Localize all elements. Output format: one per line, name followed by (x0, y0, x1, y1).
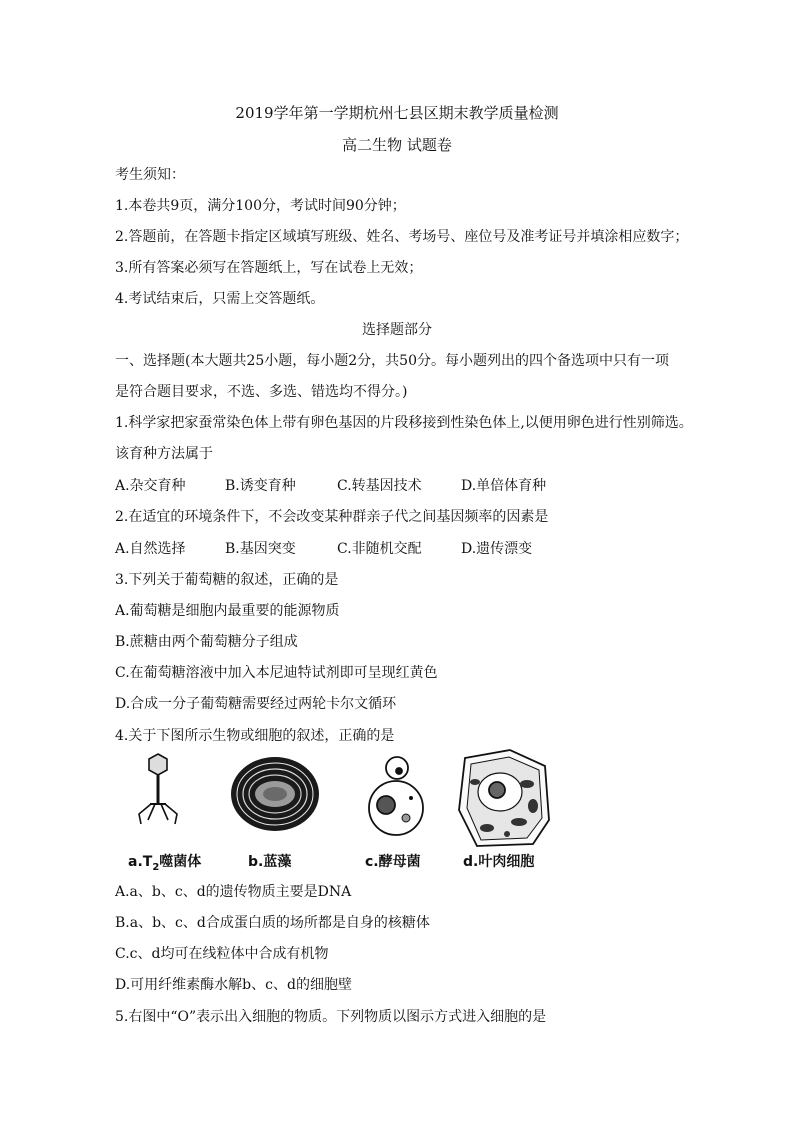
figure-caption-a: $a.T_2$噬菌体 (128, 854, 202, 873)
question-4-stem: 4.关于下图所示生物或细胞的叙述，正确的是 (115, 728, 395, 744)
notice-item: 2.答题前，在答题卡指定区域填写班级、姓名、考场号、座位号及准考证号并填涂相应数字； (115, 229, 689, 245)
section-instructions: 一、选择题(本大题共25小题，每小题2分，共50分。每小题列出的四个备选项中只有一项 (115, 353, 669, 369)
figure-caption-c: c.酵母菌 (365, 854, 421, 870)
question-4-option-c: C.c、d均可在线粒体中合成有机物 (115, 946, 329, 962)
question-2-option-d: D.遗传漂变 (461, 541, 533, 557)
question-1-stem: 1.科学家把家蚕常染色体上带有卵色基因的片段移接到性染色体上,以便用卵色进行性别筛选。 (115, 415, 693, 431)
section-instructions: 是符合题目要求，不选、多选、错选均不得分。) (115, 384, 408, 400)
question-4-option-b: B.a、b、c、d合成蛋白质的场所都是自身的核糖体 (115, 915, 430, 931)
notice-item: 1.本卷共9页，满分100分，考试时间90分钟； (115, 198, 406, 214)
question-1-option-c: C.转基因技术 (337, 478, 422, 494)
question-3-option-a: A.葡萄糖是细胞内最重要的能源物质 (115, 603, 340, 619)
question-1-option-d: D.单倍体育种 (461, 478, 547, 494)
cyanobacteria-illustration (231, 757, 319, 831)
notice-heading: 考生须知： (115, 167, 185, 183)
section-title: 选择题部分 (362, 322, 432, 338)
notice-item: 3.所有答案必须写在答题纸上，写在试卷上无效； (115, 260, 423, 276)
question-3-stem: 3.下列关于葡萄糖的叙述，正确的是 (115, 572, 339, 588)
exam-title: 2019学年第一学期杭州七县区期末教学质量检测 (235, 104, 559, 122)
question-1-stem: 该育种方法属于 (115, 446, 213, 462)
question-4-figure (115, 748, 555, 876)
question-3-option-b: B.蔗糖由两个葡萄糖分子组成 (115, 634, 298, 650)
figure-caption-b: b.蓝藻 (248, 854, 292, 870)
question-2-stem: 2.在适宜的环境条件下，不会改变某种群亲子代之间基因频率的因素是 (115, 509, 549, 525)
question-2-option-a: A.自然选择 (115, 541, 186, 557)
organism-illustrations (115, 748, 555, 848)
figure-caption-d: d.叶肉细胞 (463, 854, 535, 870)
mesophyll-cell-illustration (459, 750, 549, 846)
question-2-option-c: C.非随机交配 (337, 541, 422, 557)
question-3-option-c: C.在葡萄糖溶液中加入本尼迪特试剂即可呈现红黄色 (115, 665, 438, 681)
question-1-option-b: B.诱变育种 (225, 478, 296, 494)
question-1-option-a: A.杂交育种 (115, 478, 186, 494)
notice-item: 4.考试结束后，只需上交答题纸。 (115, 291, 325, 307)
t2-phage-illustration (139, 754, 177, 824)
question-4-option-a: A.a、b、c、d的遗传物质主要是DNA (115, 884, 352, 900)
exam-subtitle: 高二生物 试题卷 (342, 136, 452, 154)
question-2-option-b: B.基因突变 (225, 541, 296, 557)
question-5-stem: 5.右图中“O”表示出入细胞的物质。下列物质以图示方式进入细胞的是 (115, 1009, 547, 1025)
question-4-option-d: D.可用纤维素酶水解b、c、d的细胞壁 (115, 977, 352, 993)
question-3-option-d: D.合成一分子葡萄糖需要经过两轮卡尔文循环 (115, 696, 397, 712)
yeast-illustration (369, 757, 423, 835)
